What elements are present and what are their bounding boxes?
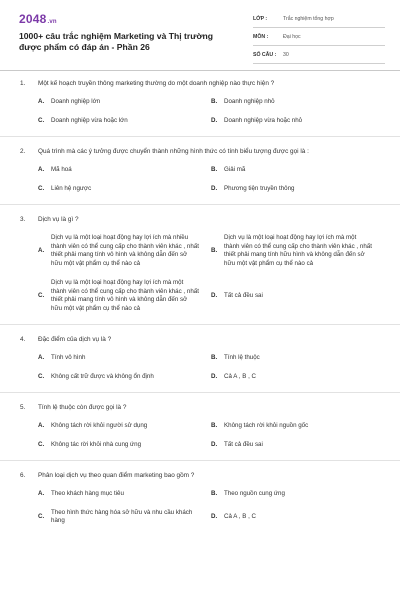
option-letter: B.: [211, 421, 218, 429]
option-a[interactable]: [38, 422, 211, 431]
option-text: Không cất trữ được và không ổn định: [51, 372, 154, 380]
option-text: Không tách rời khỏi nguồn gốc: [224, 421, 309, 429]
option-letter: B.: [211, 353, 218, 361]
question-text: Đặc điểm của dịch vụ là ?: [38, 335, 112, 343]
question-text: Dịch vụ là gì ?: [38, 216, 79, 223]
option-letter: A.: [38, 166, 45, 173]
question-number: 3.: [20, 216, 26, 223]
question-list: [0, 76, 400, 536]
option-letter: D.: [211, 372, 218, 380]
option-text: Cả A , B , C: [224, 372, 256, 380]
option-letter: D.: [211, 512, 218, 520]
option-text: Tính vô hình: [51, 353, 86, 361]
site-logo[interactable]: [19, 12, 57, 26]
option-a[interactable]: [38, 166, 211, 175]
meta-row-class: [253, 13, 385, 28]
option-d[interactable]: [211, 373, 384, 382]
question-item: [0, 393, 400, 460]
option-text: Dịch vụ là một loại hoạt động hay lợi ích mà một thành viên có thể cung cấp cho thành viên khác , nhất thiết phải mang tính hữu hình và không dẫn đến sở hữu một vật phẩm cụ thể nào cả: [224, 234, 372, 268]
option-text: Doanh nghiệp nhỏ: [224, 98, 275, 105]
question-item: [0, 205, 400, 324]
option-text: Cả A , B , C: [224, 512, 256, 520]
option-grid: [20, 354, 380, 392]
question-number: 4.: [20, 335, 26, 343]
option-text: Doanh nghiệp vừa hoặc lớn: [51, 117, 128, 124]
logo-main: 2048: [19, 12, 47, 26]
question-number: 5.: [20, 403, 26, 411]
meta-label: MÔN :: [253, 34, 269, 40]
option-text: Doanh nghiệp lớn: [51, 98, 101, 105]
option-b[interactable]: [211, 422, 384, 431]
option-text: Phương tiện truyền thông: [224, 185, 295, 192]
option-letter: A.: [38, 421, 45, 429]
option-letter: D.: [211, 440, 218, 448]
question-number: 1.: [20, 80, 26, 87]
option-grid: [20, 98, 380, 136]
logo-suffix: .vn: [47, 19, 57, 25]
option-letter: C.: [38, 512, 45, 520]
option-letter: C.: [38, 291, 45, 299]
option-text: Theo nguồn cung ứng: [224, 489, 285, 497]
option-letter: C.: [38, 440, 45, 448]
option-text: Theo khách hàng mục tiêu: [51, 489, 124, 497]
option-a[interactable]: [38, 354, 211, 363]
document-meta: [253, 13, 385, 67]
header-divider: [0, 70, 400, 71]
document-title: 1000+ câu trắc nghiệm Marketing và Thị trường được phẩm có đáp án - Phần 26: [19, 31, 214, 52]
option-d[interactable]: [211, 279, 384, 314]
option-text: Dịch vụ là một loại hoạt động hay lợi ích mà nhiều thành viên có thể cung cấp cho thành viên khác , nhất thiết phải mang tính vô hình và không dẫn đến sở hữu một vật phẩm cụ thể nào cả: [51, 234, 199, 268]
option-text: Liên hệ ngược: [51, 185, 92, 192]
option-letter: D.: [211, 117, 218, 124]
option-c[interactable]: [38, 373, 211, 382]
question-text: Phân loại dịch vụ theo quan điểm marketing bao gồm ?: [38, 471, 195, 479]
meta-value: Đại học: [283, 34, 301, 40]
option-text: Theo hình thức hàng hóa sở hữu và nhu cầu khách hàng: [51, 508, 193, 525]
question-item: [0, 325, 400, 392]
option-b[interactable]: [211, 234, 384, 269]
option-a[interactable]: [38, 490, 211, 499]
option-d[interactable]: [211, 509, 384, 526]
option-grid: [20, 422, 380, 460]
option-letter: A.: [38, 98, 45, 105]
option-b[interactable]: [211, 98, 384, 107]
option-b[interactable]: [211, 354, 384, 363]
option-letter: A.: [38, 247, 45, 255]
meta-row-count: [253, 49, 385, 64]
option-grid: [20, 490, 380, 536]
option-c[interactable]: [38, 279, 211, 314]
option-text: Mã hoá: [51, 166, 72, 173]
option-text: Tính lệ thuộc: [224, 353, 260, 361]
question-text: Một kế hoạch truyền thông marketing thường do một doanh nghiệp nào thực hiện ?: [38, 80, 275, 87]
option-c[interactable]: [38, 509, 211, 526]
question-text: Quá trình mà các ý tưởng được chuyển thành những hình thức có tính biểu tượng được gọi là :: [38, 148, 309, 155]
option-letter: D.: [211, 185, 218, 192]
question-item: [0, 461, 400, 536]
option-a[interactable]: [38, 234, 211, 269]
option-text: Doanh nghiệp vừa hoặc nhỏ: [224, 117, 303, 124]
meta-value: 30: [283, 52, 289, 58]
question-number: 2.: [20, 148, 26, 155]
option-letter: A.: [38, 353, 45, 361]
option-letter: B.: [211, 247, 218, 255]
option-text: Tất cả đều sai: [224, 440, 263, 448]
page-header: [0, 0, 400, 66]
option-c[interactable]: [38, 185, 211, 194]
meta-label: LỚP :: [253, 16, 268, 22]
option-text: Dịch vụ là một loại hoạt động hay lợi ích mà một thành viên có thể cung cấp cho thành viên khác , nhất thiết phải mang tính vô hình và không dẫn đến sở hữu một vật phẩm cụ thể nào cả: [51, 278, 199, 312]
option-letter: B.: [211, 166, 218, 173]
option-c[interactable]: [38, 117, 211, 126]
option-letter: B.: [211, 98, 218, 105]
option-a[interactable]: [38, 98, 211, 107]
option-letter: C.: [38, 372, 45, 380]
question-item: [0, 137, 400, 204]
option-text: Không tách rời khỏi người sử dụng: [51, 421, 148, 429]
option-c[interactable]: [38, 441, 211, 450]
option-letter: B.: [211, 489, 218, 497]
meta-row-subject: [253, 31, 385, 46]
question-text: Tính lệ thuộc còn được gọi là ?: [38, 403, 127, 411]
option-d[interactable]: [211, 441, 384, 450]
meta-label: SỐ CÂU :: [253, 52, 277, 58]
option-b[interactable]: [211, 166, 384, 175]
option-text: Giải mã: [224, 166, 246, 173]
option-grid: [20, 166, 380, 204]
option-letter: C.: [38, 185, 45, 192]
option-letter: A.: [38, 489, 45, 497]
option-grid: [20, 234, 380, 324]
option-d[interactable]: [211, 185, 384, 194]
option-letter: C.: [38, 117, 45, 124]
option-b[interactable]: [211, 490, 384, 499]
option-letter: D.: [211, 291, 218, 299]
question-number: 6.: [20, 471, 26, 479]
option-text: Tất cả đều sai: [224, 291, 263, 299]
meta-value: Trắc nghiệm tổng hợp: [283, 16, 334, 22]
option-d[interactable]: [211, 117, 384, 126]
question-item: [0, 76, 400, 136]
option-text: Không tác rời khỏi nhà cung ứng: [51, 440, 142, 448]
